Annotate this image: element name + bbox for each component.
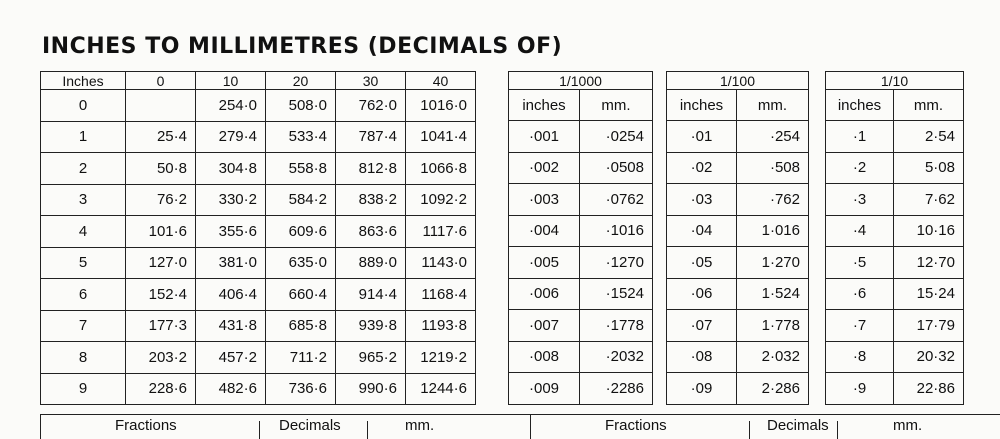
inches-cell: ·007 xyxy=(509,310,580,342)
table-row xyxy=(826,152,964,184)
inches-cell: ·003 xyxy=(509,184,580,216)
mm-cell: 1·016 xyxy=(737,215,809,247)
inches-cell: ·002 xyxy=(509,152,580,184)
mm-cell: ·254 xyxy=(737,121,809,153)
mm-cell: 228·6 xyxy=(126,373,196,405)
table-row xyxy=(509,341,653,373)
mm-cell: 1016·0 xyxy=(406,90,476,122)
table-header-row xyxy=(41,72,476,90)
table-row xyxy=(41,247,476,279)
mm-cell: 508·0 xyxy=(266,90,336,122)
table-title: 1/1000 xyxy=(509,72,653,90)
mm-cell: 177·3 xyxy=(126,310,196,342)
table-row xyxy=(509,184,653,216)
table-row xyxy=(41,279,476,311)
mm-cell: 990·6 xyxy=(336,373,406,405)
fractions-header-right xyxy=(530,414,1000,439)
mm-cell: 1·270 xyxy=(737,247,809,279)
page-title: INCHES TO MILLIMETRES (DECIMALS OF) xyxy=(42,34,563,59)
mm-cell: ·2032 xyxy=(580,341,653,373)
table-row xyxy=(667,121,809,153)
inches-cell: ·02 xyxy=(667,152,737,184)
mm-cell: 279·4 xyxy=(196,121,266,153)
mm-cell: ·1524 xyxy=(580,278,653,310)
thousandths-table xyxy=(508,71,653,405)
table-row xyxy=(509,373,653,405)
mm-cell: ·1016 xyxy=(580,215,653,247)
mm-cell: 101·6 xyxy=(126,216,196,248)
inches-cell: 6 xyxy=(41,279,126,311)
mm-cell: 914·4 xyxy=(336,279,406,311)
mm-cell: 711·2 xyxy=(266,342,336,374)
table-title: 1/10 xyxy=(826,72,964,90)
decimals-label: Decimals xyxy=(767,417,829,434)
fractions-label: Fractions xyxy=(115,417,177,434)
table-row xyxy=(826,310,964,342)
table-row xyxy=(826,184,964,216)
mm-cell: 1244·6 xyxy=(406,373,476,405)
mm-cell: 2·286 xyxy=(737,373,809,405)
inches-cell: ·03 xyxy=(667,184,737,216)
mm-cell: 2·54 xyxy=(894,121,964,153)
table-row xyxy=(826,215,964,247)
table-row xyxy=(667,310,809,342)
mm-cell: 10·16 xyxy=(894,215,964,247)
column-header: mm. xyxy=(580,90,653,121)
table-header-row xyxy=(826,90,964,121)
table-row xyxy=(41,216,476,248)
mm-cell: ·508 xyxy=(737,152,809,184)
mm-cell: 12·70 xyxy=(894,247,964,279)
table-row xyxy=(667,278,809,310)
mm-cell: 22·86 xyxy=(894,373,964,405)
inches-cell: ·001 xyxy=(509,121,580,153)
mm-cell: 381·0 xyxy=(196,247,266,279)
column-header: inches xyxy=(509,90,580,121)
mm-cell: 1·778 xyxy=(737,310,809,342)
table-row xyxy=(826,121,964,153)
inches-cell: ·01 xyxy=(667,121,737,153)
table-row xyxy=(41,184,476,216)
inches-cell: ·08 xyxy=(667,341,737,373)
mm-cell: 558·8 xyxy=(266,153,336,185)
mm-cell: 330·2 xyxy=(196,184,266,216)
mm-cell: 965·2 xyxy=(336,342,406,374)
mm-cell: 127·0 xyxy=(126,247,196,279)
table-row xyxy=(826,341,964,373)
inches-cell: ·5 xyxy=(826,247,894,279)
mm-cell: 533·4 xyxy=(266,121,336,153)
inches-cell: ·9 xyxy=(826,373,894,405)
column-header: inches xyxy=(826,90,894,121)
mm-cell: ·0254 xyxy=(580,121,653,153)
table-row xyxy=(826,373,964,405)
mm-cell: 5·08 xyxy=(894,152,964,184)
mm-cell: 15·24 xyxy=(894,278,964,310)
mm-cell: 863·6 xyxy=(336,216,406,248)
fractions-label: Fractions xyxy=(605,417,667,434)
table-row xyxy=(41,310,476,342)
table-header-row xyxy=(667,90,809,121)
column-header: 40 xyxy=(406,72,476,90)
mm-cell: 1219·2 xyxy=(406,342,476,374)
inches-cell: ·4 xyxy=(826,215,894,247)
mm-cell: 76·2 xyxy=(126,184,196,216)
column-header: Inches xyxy=(41,72,126,90)
inches-cell: ·6 xyxy=(826,278,894,310)
table-row xyxy=(41,121,476,153)
mm-cell: 660·4 xyxy=(266,279,336,311)
inches-cell: ·009 xyxy=(509,373,580,405)
inches-cell: 8 xyxy=(41,342,126,374)
inches-cell: ·07 xyxy=(667,310,737,342)
table-row xyxy=(667,215,809,247)
decimals-label: Decimals xyxy=(279,417,341,434)
mm-cell: 1168·4 xyxy=(406,279,476,311)
fractions-header-left xyxy=(40,414,541,439)
table-row xyxy=(41,90,476,122)
table-row xyxy=(509,152,653,184)
inches-cell: ·8 xyxy=(826,341,894,373)
mm-label: mm. xyxy=(405,417,435,434)
mm-cell: 254·0 xyxy=(196,90,266,122)
mm-cell: 50·8 xyxy=(126,153,196,185)
inches-cell: 0 xyxy=(41,90,126,122)
table-row xyxy=(509,215,653,247)
mm-cell: ·1270 xyxy=(580,247,653,279)
mm-cell: 1041·4 xyxy=(406,121,476,153)
mm-cell: ·1778 xyxy=(580,310,653,342)
mm-cell: 304·8 xyxy=(196,153,266,185)
mm-cell: ·0508 xyxy=(580,152,653,184)
inches-cell: ·006 xyxy=(509,278,580,310)
column-header: 20 xyxy=(266,72,336,90)
column-header: mm. xyxy=(894,90,964,121)
mm-cell: 25·4 xyxy=(126,121,196,153)
mm-cell: 7·62 xyxy=(894,184,964,216)
mm-cell: 2·032 xyxy=(737,341,809,373)
inches-cell: 9 xyxy=(41,373,126,405)
inches-cell: 7 xyxy=(41,310,126,342)
mm-cell xyxy=(126,90,196,122)
table-row xyxy=(41,342,476,374)
table-row xyxy=(667,184,809,216)
hundredths-table xyxy=(666,71,809,405)
inches-cell: ·008 xyxy=(509,341,580,373)
mm-cell: 482·6 xyxy=(196,373,266,405)
mm-cell: 736·6 xyxy=(266,373,336,405)
mm-cell: 889·0 xyxy=(336,247,406,279)
mm-cell: ·2286 xyxy=(580,373,653,405)
table-row xyxy=(509,278,653,310)
table-row xyxy=(667,373,809,405)
table-header-row xyxy=(509,90,653,121)
tenths-table xyxy=(825,71,964,405)
mm-cell: 1066·8 xyxy=(406,153,476,185)
inches-cell: 5 xyxy=(41,247,126,279)
mm-cell: 1·524 xyxy=(737,278,809,310)
column-header: 0 xyxy=(126,72,196,90)
mm-cell: 609·6 xyxy=(266,216,336,248)
mm-cell: 1193·8 xyxy=(406,310,476,342)
inches-cell: 3 xyxy=(41,184,126,216)
mm-cell: 838·2 xyxy=(336,184,406,216)
mm-cell: ·762 xyxy=(737,184,809,216)
mm-cell: 787·4 xyxy=(336,121,406,153)
table-title: 1/100 xyxy=(667,72,809,90)
table-row xyxy=(826,247,964,279)
inches-cell: 1 xyxy=(41,121,126,153)
table-row xyxy=(41,153,476,185)
inches-cell: 4 xyxy=(41,216,126,248)
inches-cell: ·1 xyxy=(826,121,894,153)
table-row xyxy=(667,152,809,184)
mm-cell: 20·32 xyxy=(894,341,964,373)
column-header: mm. xyxy=(737,90,809,121)
column-header: 10 xyxy=(196,72,266,90)
table-row xyxy=(826,278,964,310)
inches-cell: ·3 xyxy=(826,184,894,216)
mm-cell: 17·79 xyxy=(894,310,964,342)
mm-cell: 685·8 xyxy=(266,310,336,342)
inches-cell: ·7 xyxy=(826,310,894,342)
inches-cell: ·05 xyxy=(667,247,737,279)
table-row xyxy=(509,247,653,279)
column-header: 30 xyxy=(336,72,406,90)
mm-cell: 431·8 xyxy=(196,310,266,342)
inches-cell: ·06 xyxy=(667,278,737,310)
mm-cell: 1092·2 xyxy=(406,184,476,216)
inches-cell: ·005 xyxy=(509,247,580,279)
mm-cell: 762·0 xyxy=(336,90,406,122)
column-header: inches xyxy=(667,90,737,121)
mm-cell: 635·0 xyxy=(266,247,336,279)
inches-cell: ·2 xyxy=(826,152,894,184)
inches-cell: 2 xyxy=(41,153,126,185)
table-title-row xyxy=(667,72,809,90)
mm-cell: ·0762 xyxy=(580,184,653,216)
mm-cell: 939·8 xyxy=(336,310,406,342)
table-title-row xyxy=(826,72,964,90)
table-title-row xyxy=(509,72,653,90)
mm-cell: 355·6 xyxy=(196,216,266,248)
table-row xyxy=(667,341,809,373)
mm-cell: 406·4 xyxy=(196,279,266,311)
inches-main-table xyxy=(40,71,476,405)
inches-cell: ·04 xyxy=(667,215,737,247)
mm-label: mm. xyxy=(893,417,923,434)
mm-cell: 584·2 xyxy=(266,184,336,216)
inches-cell: ·004 xyxy=(509,215,580,247)
inches-cell: ·09 xyxy=(667,373,737,405)
mm-cell: 457·2 xyxy=(196,342,266,374)
mm-cell: 203·2 xyxy=(126,342,196,374)
mm-cell: 1143·0 xyxy=(406,247,476,279)
mm-cell: 152·4 xyxy=(126,279,196,311)
table-row xyxy=(509,121,653,153)
table-row xyxy=(41,373,476,405)
table-row xyxy=(509,310,653,342)
mm-cell: 812·8 xyxy=(336,153,406,185)
table-row xyxy=(667,247,809,279)
mm-cell: 1117·6 xyxy=(406,216,476,248)
